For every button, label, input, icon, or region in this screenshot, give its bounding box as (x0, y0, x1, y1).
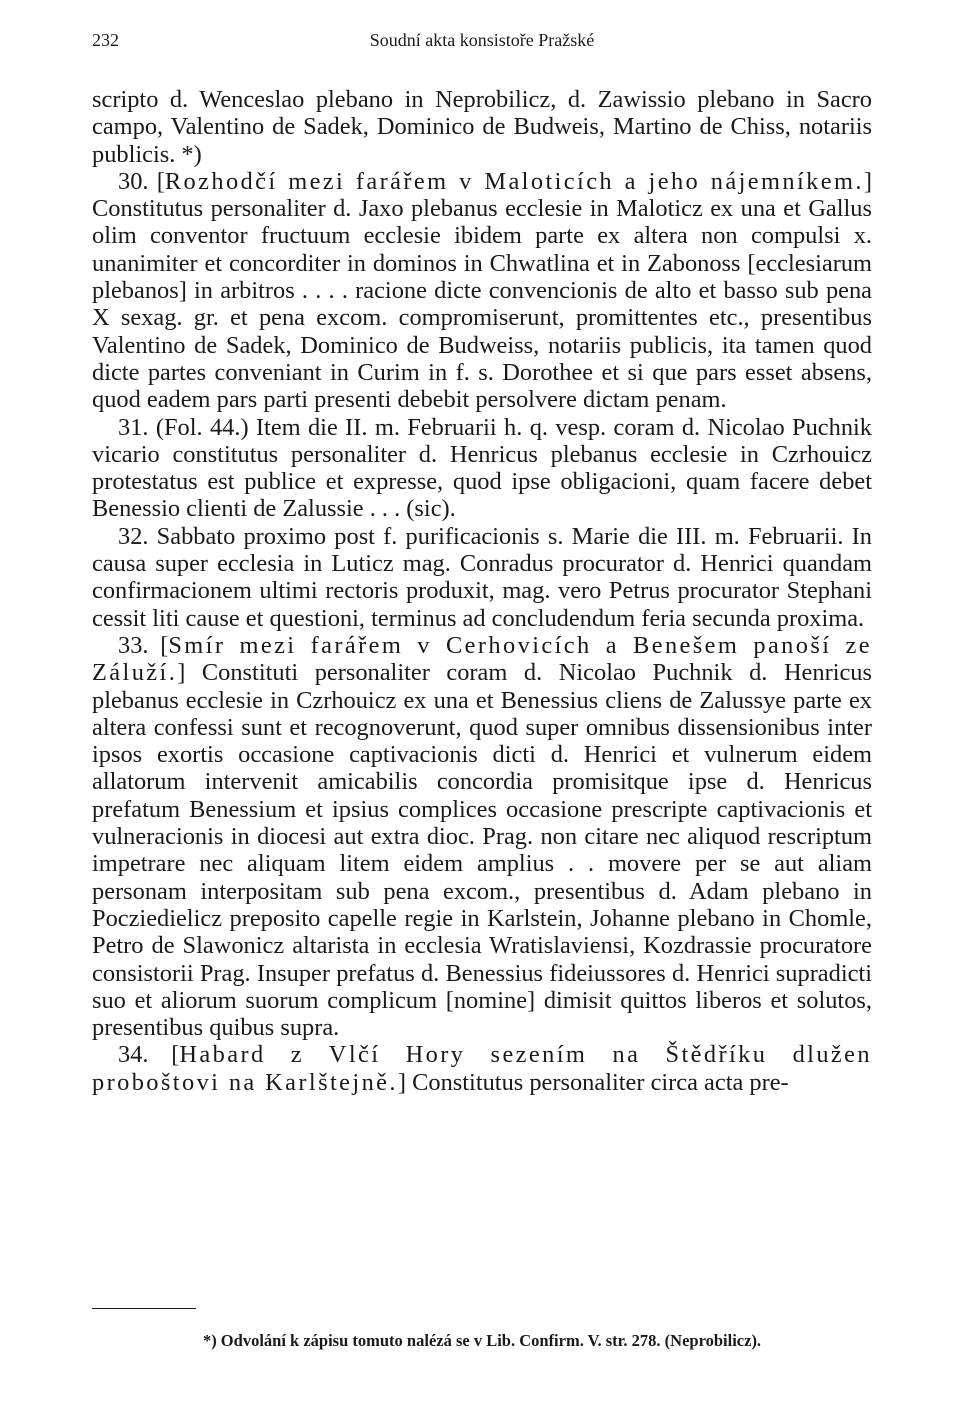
running-title: Soudní akta konsistoře Pražské (369, 30, 595, 50)
paragraph (92, 1041, 872, 1096)
paragraph (92, 523, 872, 632)
body-text (92, 86, 872, 1096)
paragraph-text: 31. (Fol. 44.) Item die II. m. Februarii h. q. vesp. coram d. Nicolao Puchnik vicario constitutus personaliter d. Henricus plebanus ecclesie in Czrhouicz protestatus est publice et expresse, quod ipse obligacioni, quam facere debet Benessio clienti de Zalussie . . . (sic). (92, 413, 872, 523)
paragraph-text: 33. [ (118, 631, 169, 659)
spaced-heading-text: Smír mezi farářem v Cerhovicích a Benešem panoší ze Záluží. (92, 631, 872, 687)
paragraph-text: 34. [ (118, 1041, 180, 1069)
paragraph (92, 414, 872, 523)
footnote-divider (92, 1308, 196, 1309)
footnote: *) Odvolání k zápisu tomuto nalézá se v Lib. Confirm. V. str. 278. (Neprobilicz). (202, 1331, 762, 1350)
page-number: 232 (92, 30, 119, 50)
spaced-heading-text: Rozhodčí mezi farářem v Maloticích a jeho nájemníkem. (164, 167, 864, 195)
paragraph-text: ] Constitutus personaliter circa acta pre- (397, 1068, 789, 1096)
paragraph (92, 86, 872, 168)
paragraph-text: ] Constituti personaliter coram d. Nicolao Puchnik d. Henricus plebanus ecclesie in Czrhouicz ex una et Benessius cliens de Zalussye parte ex altera confessi sunt et recognoverunt, quod super omnibus dissensionibus inter ipsos exortis occasione captivacionis dicti d. Henrici et vulnerum eidem allatorum intervenit amicabilis concordia promisitque ipse d. Henricus prefatum Benessium et ipsius complices occasione prescripte captivacionis et vulneracionis in diocesi aut extra dioc. Prag. non citare nec aliquod rescriptum impetrare nec aliquam litem eidem amplius . . movere per se aut aliam personam interpositam sub pena excom., presentibus d. Adam plebano in Pocziedielicz preposito capelle regie in Karlstein, Johanne plebano in Chomle, Petro de Slawonicz altarista in ecclesia Wratislaviensi, Kozdrassie procuratore consistorii Prag. Insuper prefatus d. Benessius fideiussores d. Henrici supradicti suo et aliorum suorum complicum [nomine] dimisit quittos liberos et solutos, presentibus quibus supra. (92, 659, 872, 1042)
paragraph-text: 32. Sabbato proximo post f. purificacionis s. Marie die III. m. Februarii. In causa super ecclesia in Luticz mag. Conradus procurator d. Henrici quandam confirmacionem ultimi rectoris produxit, mag. vero Petrus procurator Stephani cessit liti cause et questioni, terminus ad concludendum feria secunda proxima. (92, 522, 872, 632)
paragraph-text: ] Constitutus personaliter d. Jaxo plebanus ecclesie in Maloticz ex una et Gallus olim conventor fructuum ecclesie ibidem parte ex altera non compulsi x. unanimiter et concorditer in dominos in Chwatlina et in Zabonoss [ecclesiarum plebanos] in arbitros . . . . racione dicte convencionis de alto et basso sub pena X sexag. gr. et pena excom. compromiserunt, promittentes etc., presentibus Valentino de Sadek, Dominico de Budweiss, notariis publicis, ita tamen quod dicte partes conveniant in Curim in f. s. Dorothee et si que pars esset absens, quod eadem pars parti presenti debebit persolvere dictam penam. (92, 167, 872, 414)
paragraph (92, 168, 872, 414)
spaced-heading-text: Habard z Vlčí Hory sezením na Štědříku dlužen proboštovi na Karlštejně. (92, 1041, 872, 1096)
paragraph-text: scripto d. Wenceslao plebano in Neprobilicz, d. Zawissio plebano in Sacro campo, Valentino de Sadek, Dominico de Budweis, Martino de Chiss, notariis publicis. *) (92, 86, 872, 168)
paragraph-text: 30. [ (118, 167, 165, 195)
paragraph (92, 632, 872, 1041)
page-header (92, 30, 872, 56)
